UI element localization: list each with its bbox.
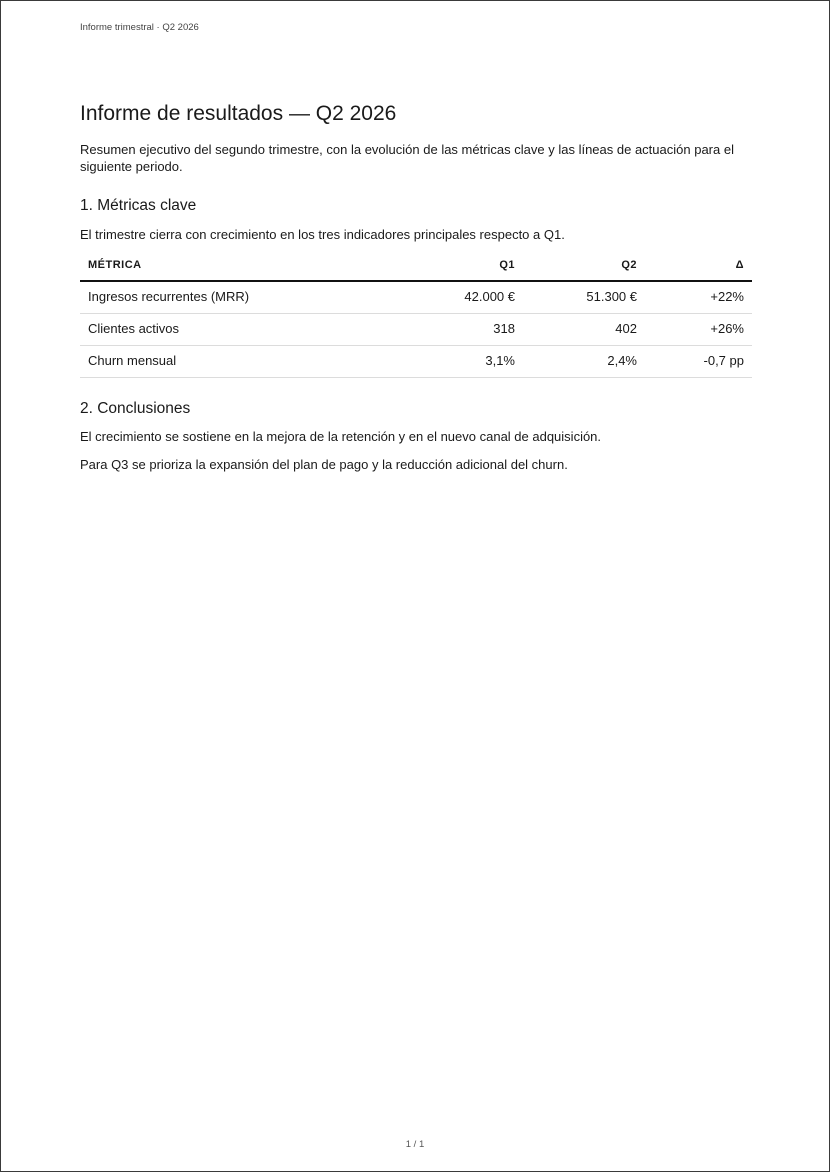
metric-q1-value: 3,1% — [400, 345, 523, 377]
metric-delta-value: +22% — [645, 281, 752, 314]
metric-delta-value: -0,7 pp — [645, 345, 752, 377]
document-title: Informe de resultados — Q2 2026 — [80, 102, 397, 125]
executive-summary: Resumen ejecutivo del segundo trimestre, con la evolución de las métricas clave y las líneas de actuación para el siguiente periodo. — [80, 142, 734, 175]
column-header-metric: MÉTRICA — [80, 254, 400, 281]
table-header-row — [80, 254, 752, 281]
running-header: Informe trimestral · Q2 2026 — [80, 22, 199, 33]
page-number: 1 / 1 — [405, 1139, 425, 1150]
conclusion-paragraph: Para Q3 se prioriza la expansión del plan de pago y la reducción adicional del churn. — [80, 457, 568, 473]
document-content — [80, 101, 752, 484]
metric-q2-value: 51.300 € — [523, 281, 645, 314]
metrics-intro: El trimestre cierra con crecimiento en los tres indicadores principales respecto a Q1. — [80, 226, 565, 242]
metric-name: Ingresos recurrentes (MRR) — [80, 281, 400, 314]
table-row — [80, 281, 752, 314]
table-row — [80, 313, 752, 345]
metric-q1-value: 42.000 € — [400, 281, 523, 314]
conclusion-paragraph: El crecimiento se sostiene en la mejora de la retención y en el nuevo canal de adquisición. — [80, 429, 602, 445]
metric-q1-value: 318 — [400, 313, 523, 345]
metric-name: Clientes activos — [80, 313, 400, 345]
metric-name: Churn mensual — [80, 345, 400, 377]
section-heading-metrics: 1. Métricas clave — [80, 197, 197, 215]
column-header-q2: Q2 — [523, 254, 645, 281]
column-header-delta: Δ — [645, 254, 752, 281]
metrics-table — [80, 254, 752, 378]
metric-q2-value: 402 — [523, 313, 645, 345]
column-header-q1: Q1 — [400, 254, 523, 281]
metric-q2-value: 2,4% — [523, 345, 645, 377]
table-row — [80, 345, 752, 377]
section-heading-conclusions: 2. Conclusiones — [80, 399, 191, 417]
metric-delta-value: +26% — [645, 313, 752, 345]
